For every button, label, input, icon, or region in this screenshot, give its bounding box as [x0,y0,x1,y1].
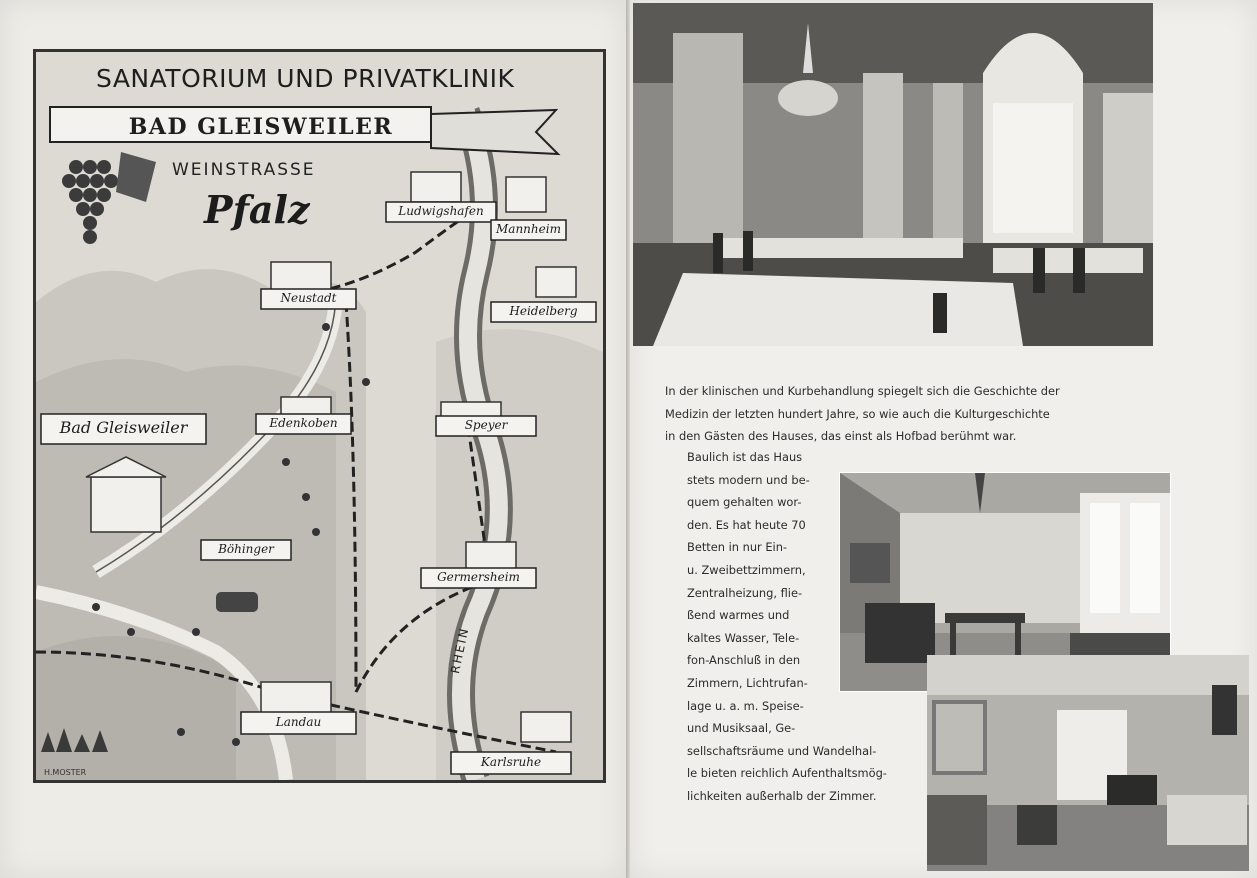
intro-paragraph [665,380,1115,448]
column-line: fon-Anschluß in den [687,653,801,668]
column-line: le bieten reichlich Aufenthaltsmög- [687,766,887,781]
town-label-ludwigshafen: Ludwigshafen [398,204,484,218]
column-line: ßend warmes und [687,608,790,623]
town-label-heidelberg: Heidelberg [509,304,578,318]
illustrated-map [33,49,606,783]
column-line: lage u. a. m. Speise- [687,698,804,713]
town-label-bad-gleisweiler: Bad Gleisweiler [59,418,188,437]
town-label-speyer: Speyer [464,418,508,432]
music-salon-photo [927,655,1249,871]
column-line: Betten in nur Ein- [687,540,788,555]
intro-line-1: In der klinischen und Kurbehandlung spiegelt sich die Geschichte der [665,384,1060,398]
town-label-karlsruhe: Karlsruhe [480,755,542,769]
town-label-landau: Landau [275,715,322,729]
town-label-neustadt: Neustadt [280,291,337,305]
cover-title: SANATORIUM UND PRIVATKLINIK [96,64,515,93]
column-line: Zimmern, Lichtrufan- [687,675,808,690]
column-line: Baulich ist das Haus [687,450,803,464]
region-name: Pfalz [204,187,310,232]
column-line: u. Zweibettzimmern, [687,562,806,577]
cover-subtitle: WEINSTRASSE [172,160,316,180]
intro-line-3: in den Gästen des Hauses, das einst als Hofbad berühmt war. [665,429,1017,444]
brochure-cover-page [0,0,626,878]
town-label-boehinger: Böhinger [218,542,274,556]
column-line: lichkeiten außerhalb der Zimmer. [687,788,877,803]
banner-place-name: BAD GLEISWEILER [128,114,394,140]
column-line: kaltes Wasser, Tele- [687,630,800,645]
brochure-inner-page [630,0,1257,878]
column-line: und Musiksaal, Ge- [687,721,796,736]
town-label-germersheim: Germersheim [437,570,520,584]
town-label-edenkoben: Edenkoben [269,416,338,430]
column-line: sellschaftsräume und Wandelhal- [687,743,877,758]
column-line: quem gehalten wor- [687,495,802,510]
river-label: RHEIN [448,625,472,675]
column-line: stets modern und be- [687,472,810,487]
town-label-mannheim: Mannheim [496,222,561,236]
dining-hall-photo [633,3,1153,346]
column-line: Zentralheizung, flie- [687,585,803,600]
column-line: den. Es hat heute 70 [687,517,806,532]
artist-signature: H.MOSTER [44,768,87,777]
intro-line-2: Medizin der letzten hundert Jahre, so wie auch die Kulturgeschichte [665,406,1050,421]
